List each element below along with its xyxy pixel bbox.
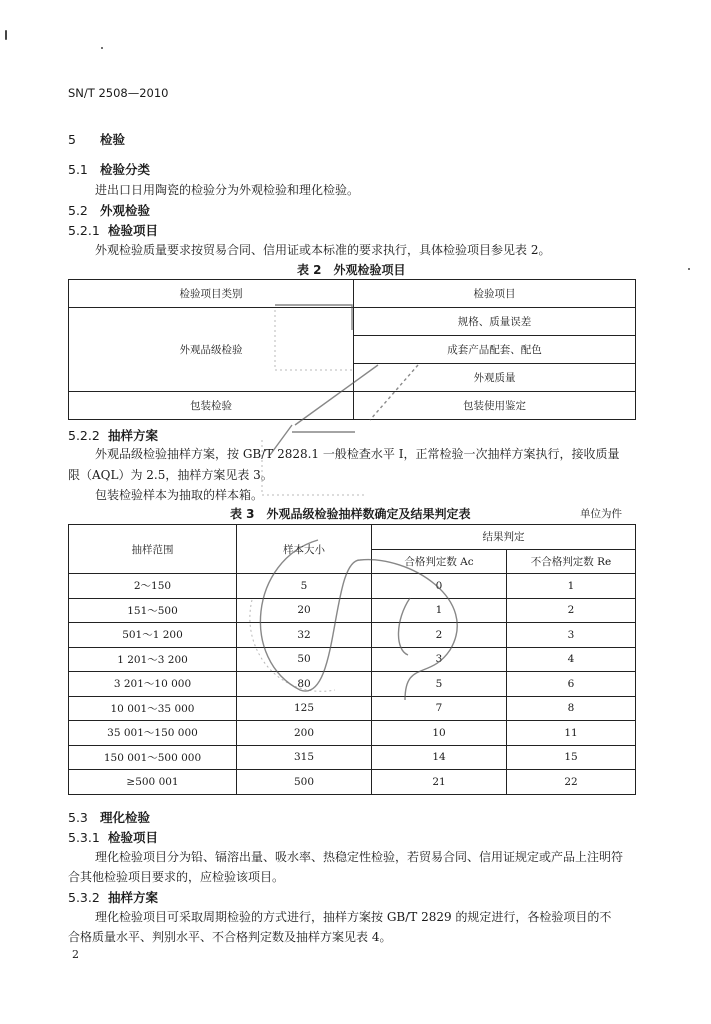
ac-cell: 21: [372, 770, 507, 795]
table-2-item-cell: 规格、质量误差: [354, 308, 636, 336]
sample-cell: 125: [237, 696, 372, 721]
section-5-3-2-line: 合格质量水平、判别水平、不合格判定数及抽样方案见表 4。: [68, 930, 392, 944]
table-3-header-re: 不合格判定数 Re: [507, 549, 636, 574]
section-5-3-2-line: 理化检验项目可采取周期检验的方式进行，抽样方案按 GB/T 2829 的规定进行，各检验项目的不: [95, 910, 612, 924]
table-2-item-cell: 成套产品配套、配色: [354, 336, 636, 364]
section-5-3-1-heading: 5.3.1 检验项目: [68, 830, 159, 845]
range-cell: 2～150: [69, 574, 237, 599]
range-cell: 35 001～150 000: [69, 721, 237, 746]
ac-cell: 5: [372, 672, 507, 697]
section-5-2-2-line: 外观品级检验抽样方案，按 GB/T 2828.1 一般检查水平 I，正常检验一次抽样方案执行，接收质量: [95, 447, 620, 461]
table-3-header-ac: 合格判定数 Ac: [372, 549, 507, 574]
table-2-item-cell: 外观质量: [354, 364, 636, 392]
table-2-category-cell: 外观品级检验: [69, 308, 354, 392]
range-cell: 3 201～10 000: [69, 672, 237, 697]
ac-cell: 10: [372, 721, 507, 746]
range-cell: 501～1 200: [69, 623, 237, 648]
section-5-2-2-line: 限（AQL）为 2.5，抽样方案见表 3。: [68, 468, 273, 482]
re-cell: 4: [507, 647, 636, 672]
sample-cell: 32: [237, 623, 372, 648]
section-5-3-2-heading: 5.3.2 抽样方案: [68, 890, 159, 905]
re-cell: 11: [507, 721, 636, 746]
section-5-1-heading: 5.1 检验分类: [68, 162, 151, 177]
re-cell: 15: [507, 745, 636, 770]
table-2-caption: 表 2 外观检验项目: [297, 263, 406, 277]
section-5-3-heading: 5.3 理化检验: [68, 810, 151, 825]
section-5-2-heading: 5.2 外观检验: [68, 203, 151, 218]
page-number: 2: [72, 948, 79, 961]
range-cell: 151～500: [69, 598, 237, 623]
section-5-heading: 5 检验: [68, 132, 126, 147]
standard-code: SN/T 2508—2010: [68, 86, 169, 100]
table-2-header-category: 检验项目类别: [69, 280, 354, 308]
ac-cell: 1: [372, 598, 507, 623]
section-5-3-1-line: 理化检验项目分为铅、镉溶出量、吸水率、热稳定性检验，若贸易合同、信用证规定或产品上注明符: [95, 850, 624, 864]
range-cell: ≥500 001: [69, 770, 237, 795]
section-5-1-text: 进出口日用陶瓷的检验分为外观检验和理化检验。: [95, 183, 360, 197]
sample-cell: 50: [237, 647, 372, 672]
table-2-header-item: 检验项目: [354, 280, 636, 308]
table-3-header-sample: 样本大小: [237, 525, 372, 574]
section-5-2-2-heading: 5.2.2 抽样方案: [68, 428, 159, 443]
sample-cell: 500: [237, 770, 372, 795]
sample-cell: 80: [237, 672, 372, 697]
table-3-unit: 单位为件: [580, 508, 622, 520]
sample-cell: 20: [237, 598, 372, 623]
re-cell: 3: [507, 623, 636, 648]
range-cell: 150 001～500 000: [69, 745, 237, 770]
section-5-2-1-text: 外观检验质量要求按贸易合同、信用证或本标准的要求执行，具体检验项目参见表 2。: [95, 243, 551, 257]
range-cell: 1 201～3 200: [69, 647, 237, 672]
ac-cell: 7: [372, 696, 507, 721]
range-cell: 10 001～35 000: [69, 696, 237, 721]
re-cell: 6: [507, 672, 636, 697]
table-3-header-range: 抽样范围: [69, 525, 237, 574]
re-cell: 2: [507, 598, 636, 623]
table-3-header-result: 结果判定: [372, 525, 636, 550]
ac-cell: 0: [372, 574, 507, 599]
re-cell: 1: [507, 574, 636, 599]
section-5-2-1-heading: 5.2.1 检验项目: [68, 223, 159, 238]
table-2-item-cell: 包装使用鉴定: [354, 392, 636, 420]
re-cell: 22: [507, 770, 636, 795]
sample-cell: 5: [237, 574, 372, 599]
sample-cell: 315: [237, 745, 372, 770]
sample-cell: 200: [237, 721, 372, 746]
ac-cell: 2: [372, 623, 507, 648]
ac-cell: 14: [372, 745, 507, 770]
table-2-category-cell: 包装检验: [69, 392, 354, 420]
section-5-3-1-line: 合其他检验项目要求的，应检验该项目。: [68, 870, 285, 884]
section-5-2-2-line: 包装检验样本为抽取的样本箱。: [95, 488, 264, 502]
ac-cell: 3: [372, 647, 507, 672]
table-3-caption: 表 3 外观品级检验抽样数确定及结果判定表: [230, 507, 471, 521]
re-cell: 8: [507, 696, 636, 721]
